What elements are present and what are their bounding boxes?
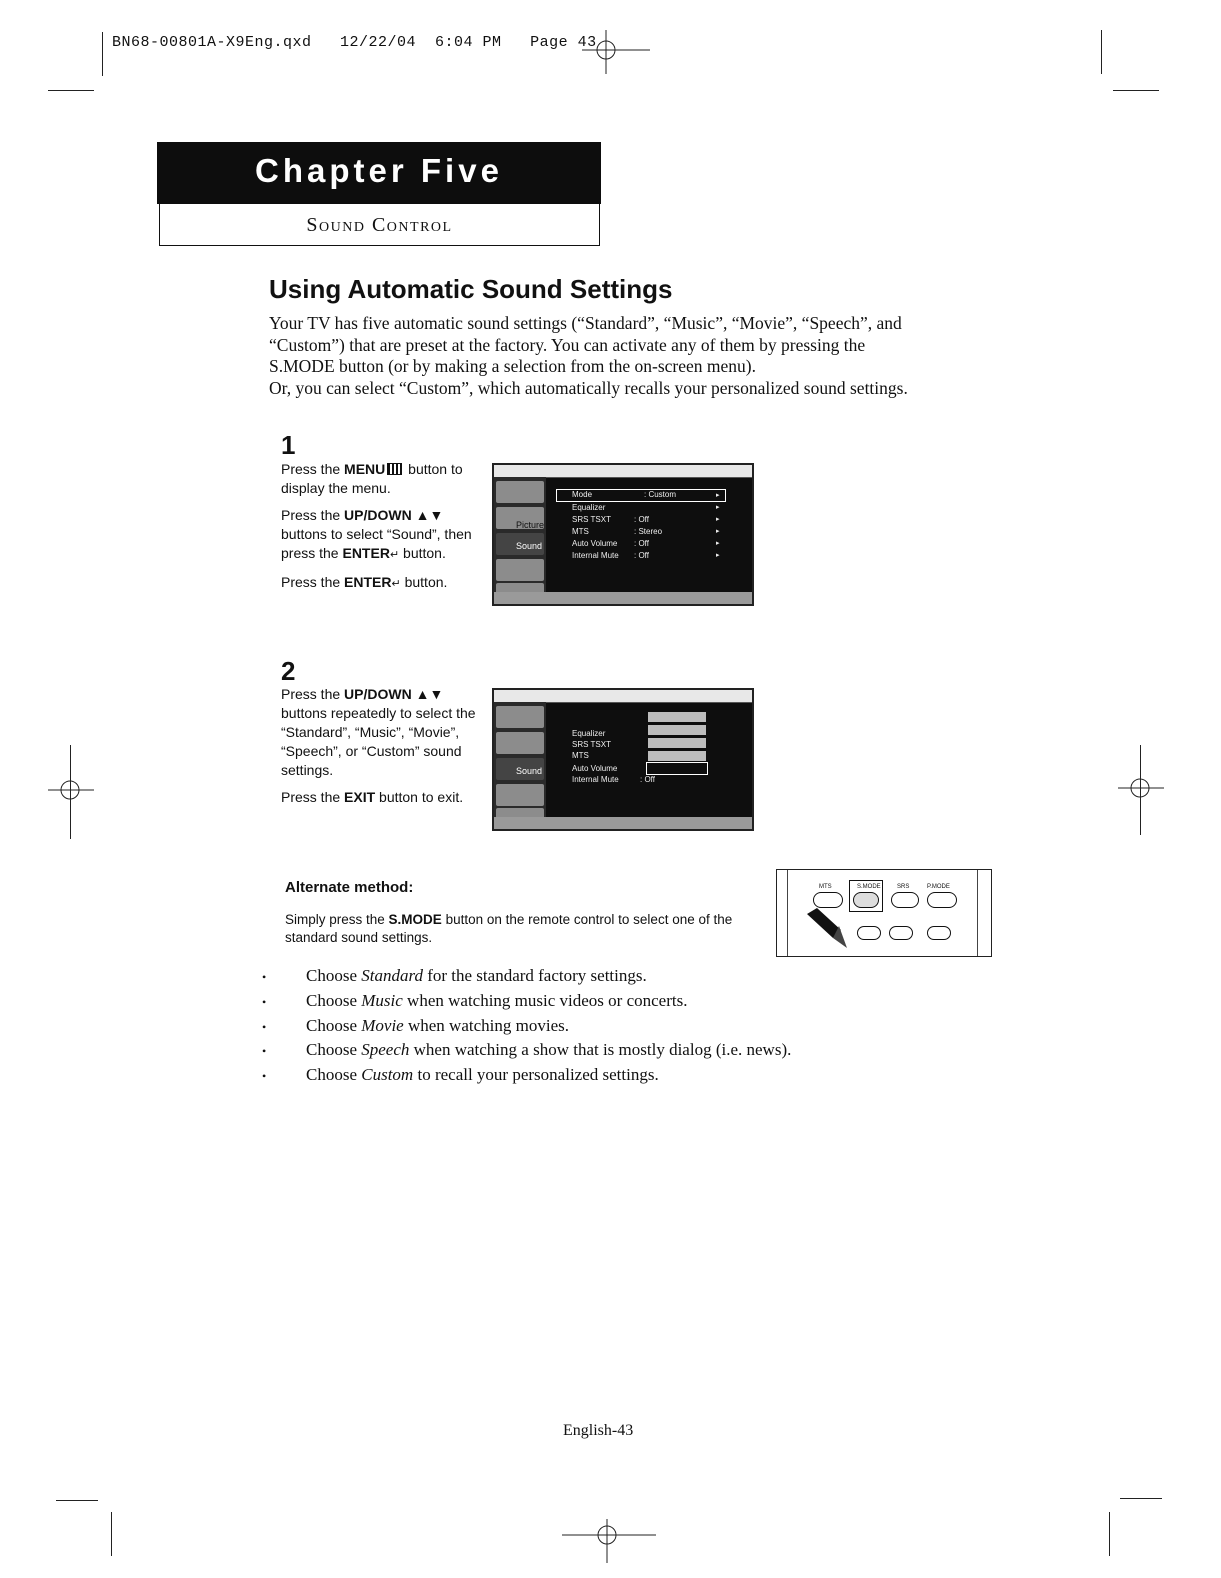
smode-button-label: S.MODE bbox=[388, 912, 442, 927]
channel-tile bbox=[496, 559, 544, 581]
text: Choose bbox=[306, 990, 362, 1010]
menu-row-value: : Off bbox=[640, 775, 655, 784]
enter-icon: ↵ bbox=[391, 578, 401, 590]
text: when watching a show that is mostly dialog (i.e. news). bbox=[409, 1040, 792, 1060]
remote-key-label: P.MODE bbox=[927, 884, 950, 890]
text: Press the bbox=[281, 789, 345, 805]
mode-name: Standard bbox=[361, 966, 423, 985]
arrow-icon: ▸ bbox=[716, 492, 720, 499]
remote-button bbox=[889, 926, 913, 940]
text: buttons to select “Sound”, then press the bbox=[281, 526, 472, 561]
intro-line: Or, you can select “Custom”, which automatically recalls your personalized sound settings. bbox=[269, 377, 908, 398]
remote-button bbox=[857, 926, 881, 940]
menu-sidebar bbox=[494, 702, 546, 817]
text: button on the remote control to select one of the standard sound settings. bbox=[285, 912, 733, 945]
crop-mark bbox=[111, 1512, 112, 1556]
exit-button-label: EXIT bbox=[344, 789, 376, 805]
picture-tile bbox=[496, 732, 544, 754]
text: Press the bbox=[281, 461, 345, 477]
enter-button-label: ENTER bbox=[344, 574, 392, 590]
remote-button bbox=[927, 926, 951, 940]
menu-row-label: Internal Mute bbox=[572, 551, 619, 560]
menu-selection-highlight bbox=[646, 762, 708, 775]
remote-control-illustration bbox=[776, 869, 992, 957]
pmode-button bbox=[927, 892, 957, 908]
bullet-icon: • bbox=[262, 994, 267, 1009]
step-paragraph bbox=[281, 573, 481, 594]
intro-line: Your TV has five automatic sound settings (“Standard”, “Music”, “Movie”, “Speech”, and bbox=[269, 313, 902, 333]
step-instructions bbox=[281, 460, 481, 602]
pointing-finger-icon bbox=[803, 906, 851, 950]
text: button to display the menu. bbox=[281, 461, 463, 496]
tv-menu-screenshot-1 bbox=[492, 463, 754, 606]
registration-mark-icon bbox=[48, 770, 96, 810]
section-title: Using Automatic Sound Settings bbox=[269, 274, 673, 304]
chapter-subtitle-box bbox=[159, 204, 600, 246]
menu-row-label: SRS TSXT bbox=[572, 515, 611, 524]
text: Press the bbox=[281, 507, 345, 523]
mode-name: Custom bbox=[361, 1065, 414, 1085]
menu-help-bar bbox=[494, 592, 752, 604]
chapter-subtitle: Sound Control bbox=[306, 214, 453, 236]
crop-mark bbox=[1120, 1498, 1162, 1499]
input-tile bbox=[496, 481, 544, 503]
text: button. bbox=[400, 574, 448, 590]
menu-row-label: Equalizer bbox=[572, 503, 606, 512]
crop-mark bbox=[56, 1500, 98, 1501]
remote-key-label: MTS bbox=[819, 884, 832, 890]
menu-row-value: : Off bbox=[634, 551, 649, 560]
crop-mark bbox=[1101, 30, 1102, 74]
tv-menu-screenshot-2 bbox=[492, 688, 754, 831]
enter-button-label: ENTER bbox=[342, 545, 390, 561]
input-tile bbox=[496, 706, 544, 728]
smode-button bbox=[853, 892, 879, 908]
arrow-icon: ▸ bbox=[716, 552, 720, 559]
bullet-icon: • bbox=[262, 1044, 267, 1059]
enter-icon: ↵ bbox=[389, 549, 400, 561]
step-paragraph bbox=[281, 685, 481, 780]
remote-key-label: S.MODE bbox=[857, 884, 881, 890]
crop-mark bbox=[1109, 1512, 1110, 1556]
page-number: English-43 bbox=[563, 1422, 634, 1439]
arrow-icon: ▸ bbox=[716, 528, 720, 535]
srs-button bbox=[891, 892, 919, 908]
text: Press the bbox=[281, 574, 345, 590]
crop-mark bbox=[102, 32, 103, 76]
menu-icon bbox=[387, 463, 402, 475]
sound-mode-option bbox=[648, 712, 706, 722]
registration-mark-icon bbox=[1118, 768, 1166, 808]
intro-line: “Custom”) that are preset at the factory. You can activate any of them by pressing the bbox=[269, 334, 866, 355]
menu-row-value: : Custom bbox=[644, 490, 677, 499]
menu-button-label: MENU bbox=[344, 461, 386, 477]
intro-line: S.MODE button (or by making a selection from the on-screen menu). bbox=[269, 356, 756, 376]
mode-name: Speech bbox=[361, 1040, 410, 1060]
crop-mark bbox=[48, 90, 94, 91]
menu-row-value: : Off bbox=[634, 539, 649, 548]
menu-row-label: Equalizer bbox=[572, 729, 606, 738]
step-paragraph bbox=[281, 788, 481, 807]
text: Choose bbox=[306, 1015, 362, 1035]
arrow-icon: ▸ bbox=[716, 540, 720, 547]
menu-row-label: Internal Mute bbox=[572, 775, 619, 784]
text: Choose bbox=[306, 1065, 362, 1085]
updown-button-label: UP/DOWN ▲▼ bbox=[344, 507, 444, 523]
menu-help-bar bbox=[494, 817, 752, 829]
menu-row-label: MTS bbox=[572, 527, 589, 536]
channel-tile bbox=[496, 784, 544, 806]
step-number: 1 bbox=[281, 430, 296, 460]
crop-mark bbox=[1113, 90, 1159, 91]
bullet-icon: • bbox=[262, 1019, 267, 1034]
sound-mode-option bbox=[648, 738, 706, 748]
mode-name: Music bbox=[361, 990, 403, 1010]
intro-paragraph bbox=[269, 313, 989, 399]
arrow-icon: ▸ bbox=[716, 516, 720, 523]
text: when watching music videos or concerts. bbox=[402, 990, 688, 1010]
step-instructions bbox=[281, 685, 481, 815]
menu-row-label: SRS TSXT bbox=[572, 740, 611, 749]
text: when watching movies. bbox=[403, 1015, 569, 1035]
mode-name: Movie bbox=[361, 1015, 404, 1035]
bullet-icon: • bbox=[262, 1069, 267, 1084]
arrow-icon: ▸ bbox=[716, 504, 720, 511]
registration-mark-icon bbox=[562, 1515, 658, 1565]
menu-row-value: : Stereo bbox=[634, 527, 663, 536]
print-header: BN68-00801A-X9Eng.qxd 12/22/04 6:04 PM Page 43 bbox=[112, 34, 597, 51]
sound-mode-option bbox=[648, 725, 706, 735]
text: for the standard factory settings. bbox=[422, 966, 647, 985]
text: Simply press the bbox=[285, 912, 389, 927]
side-label: Sound bbox=[516, 541, 543, 551]
step-number: 2 bbox=[281, 656, 296, 686]
text: Choose bbox=[306, 966, 362, 985]
text: buttons repeatedly to select the “Standard”, “Music”, “Movie”, “Speech”, or “Custom” sound settings. bbox=[281, 705, 476, 778]
menu-sidebar bbox=[494, 477, 546, 592]
menu-row-label: Mode bbox=[572, 490, 593, 499]
menu-row-label: Auto Volume bbox=[572, 764, 618, 773]
updown-button-label: UP/DOWN ▲▼ bbox=[344, 686, 444, 702]
step-paragraph bbox=[281, 460, 481, 498]
side-label: Sound bbox=[516, 766, 543, 776]
text: button to exit. bbox=[375, 789, 464, 805]
chapter-title: Chapter Five bbox=[255, 152, 503, 189]
alternate-method-title: Alternate method: bbox=[285, 879, 414, 896]
menu-row-value: : Off bbox=[634, 515, 649, 524]
chapter-banner bbox=[157, 142, 601, 204]
remote-edge bbox=[977, 870, 978, 957]
menu-row-label: MTS bbox=[572, 751, 589, 760]
text: to recall your personalized settings. bbox=[413, 1065, 659, 1085]
menu-row-label: Auto Volume bbox=[572, 539, 618, 548]
alternate-method-text bbox=[285, 911, 745, 947]
remote-edge bbox=[787, 870, 788, 957]
side-label: Picture bbox=[516, 520, 545, 530]
sound-mode-option bbox=[648, 751, 706, 761]
bullet-icon: • bbox=[262, 970, 267, 984]
step-paragraph bbox=[281, 506, 481, 565]
text: button. bbox=[399, 545, 446, 561]
remote-key-label: SRS bbox=[897, 884, 910, 890]
text: Choose bbox=[306, 1040, 362, 1060]
text: Press the bbox=[281, 686, 345, 702]
